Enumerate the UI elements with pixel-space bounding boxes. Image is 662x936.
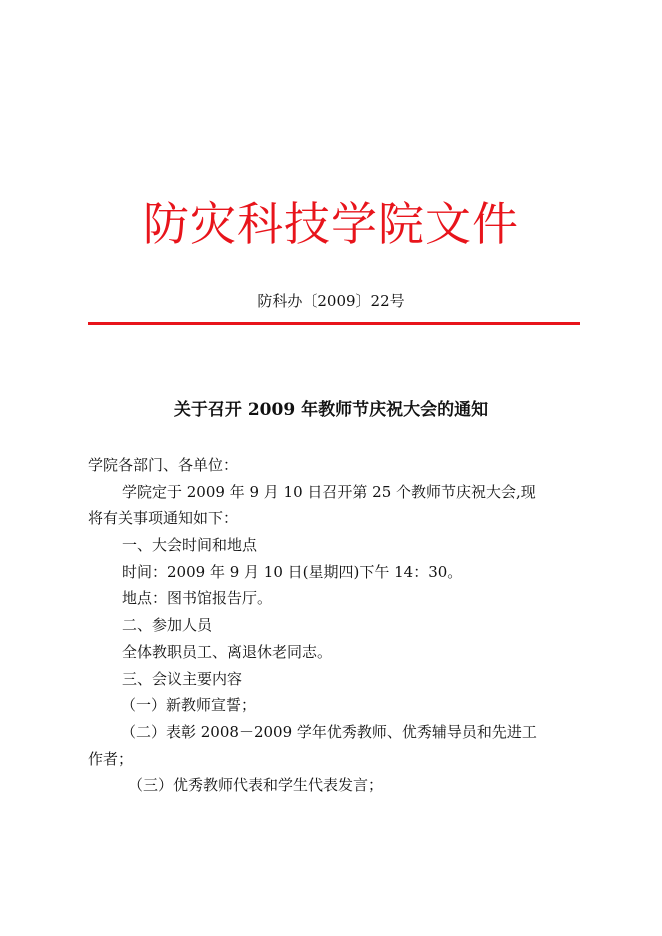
meeting-place: 地点：图书馆报告厅。 [122,589,273,608]
attendees: 全体教职员工、离退休老同志。 [122,642,333,661]
content-item: （一）新教师宣誓； [121,696,257,715]
notice-body [88,452,582,799]
content-item: （二）表彰 2008－2009 学年优秀教师、优秀辅导员和先进工 [121,722,537,741]
section-heading: 一、大会时间和地点 [122,536,258,555]
header-divider [88,322,580,325]
section-heading: 二、参加人员 [122,616,213,635]
notice-title: 关于召开 2009 年教师节庆祝大会的通知 [173,400,489,420]
salutation: 学院各部门、各单位： [88,456,239,474]
body-paragraph-line: 学院定于 2009 年 9 月 10 日召开第 25 个教师节庆祝大会,现 [122,482,536,501]
meeting-time: 时间：2009 年 9 月 10 日(星期四)下午 14：30。 [122,562,463,581]
section-heading: 三、会议主要内容 [122,669,243,688]
content-item-continuation: 作者； [88,749,134,768]
content-item: （三）优秀教师代表和学生代表发言； [128,776,384,795]
body-paragraph-line: 将有关事项通知如下： [88,509,239,528]
document-header-title: 防灾科技学院文件 [143,197,519,251]
document-number: 防科办〔2009〕22号 [257,292,405,310]
